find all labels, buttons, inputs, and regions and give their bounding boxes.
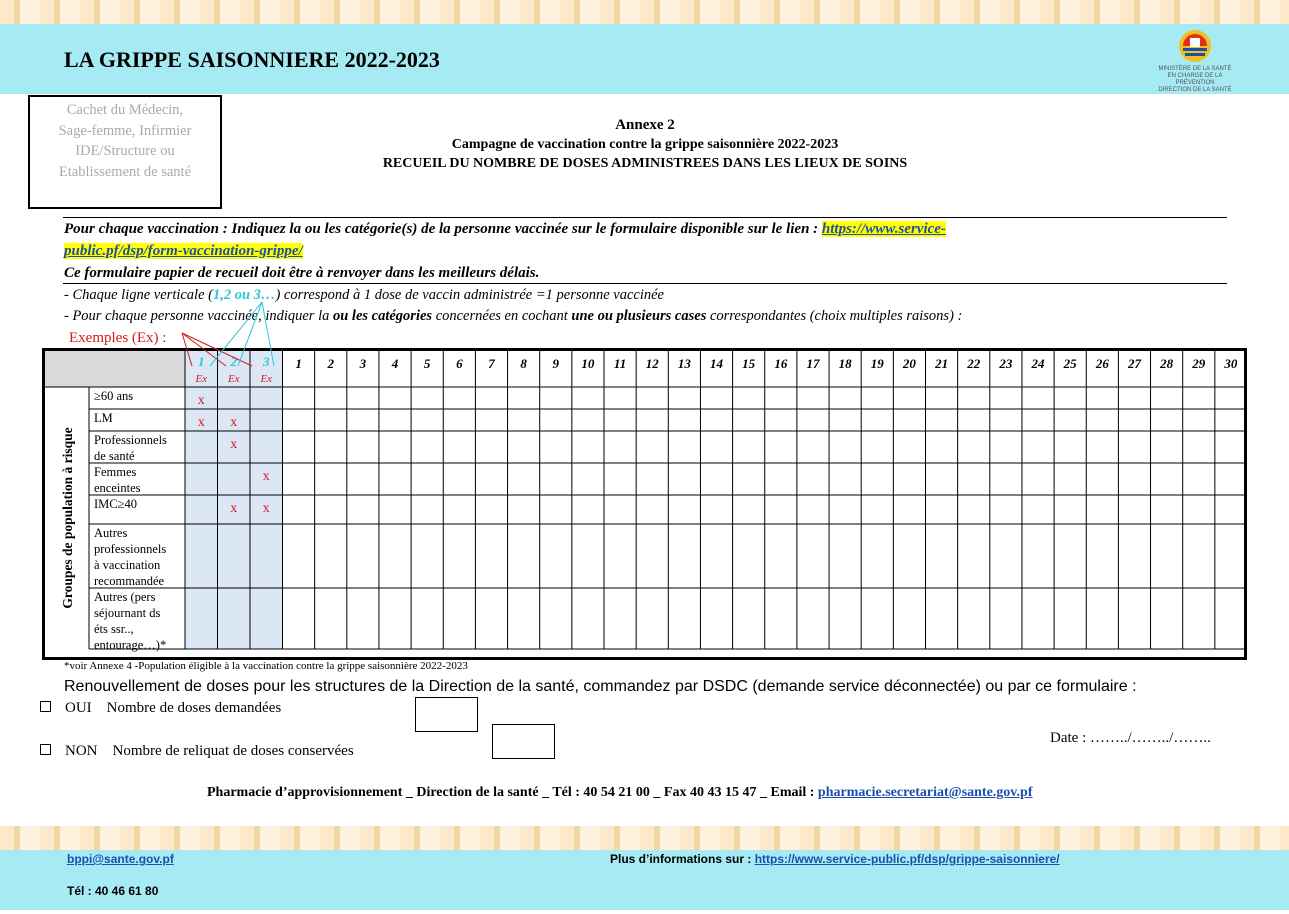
- line4-nums: 1,2 ou 3…: [212, 287, 276, 303]
- annexe-label: Annexe 2: [615, 117, 675, 133]
- dose-col-number: 24: [1031, 356, 1045, 371]
- stamp-line: Sage-femme, Infirmier: [58, 122, 192, 139]
- checkbox-non[interactable]: [40, 744, 51, 755]
- stamp-line: Cachet du Médecin,: [66, 102, 184, 118]
- row-label: Professionnels: [94, 433, 167, 447]
- dose-col-number: 12: [645, 356, 659, 371]
- doses-requested-input[interactable]: [415, 697, 478, 732]
- decorative-border-bottom: [0, 826, 1289, 850]
- example-col-number: 1: [198, 354, 205, 369]
- row-label: recommandée: [94, 574, 165, 588]
- option-oui[interactable]: [40, 700, 281, 717]
- line5-text-d: une ou plusieurs cases: [571, 308, 707, 324]
- form-link-part2[interactable]: public.pf/dsp/form-vaccination-grippe/: [64, 243, 303, 259]
- row-label: IMC≥40: [94, 497, 137, 511]
- row-label: enceintes: [94, 481, 141, 495]
- dose-col-number: 30: [1224, 356, 1238, 371]
- row-label: ≥60 ans: [94, 389, 134, 403]
- example-mark: x: [197, 393, 205, 408]
- example-col-number: 3: [263, 354, 270, 369]
- footer-phone: Tél : 40 46 61 80: [67, 884, 159, 898]
- footnote: *voir Annexe 4 -Population éligible à la vaccination contre la grippe saisonnière 2022-2023: [64, 660, 468, 672]
- dose-col-number: 3: [359, 356, 367, 371]
- pharmacy-email-link[interactable]: pharmacie.secretariat@sante.gov.pf: [817, 785, 1033, 800]
- dose-col-number: 14: [710, 356, 724, 371]
- row-label: de santé: [94, 449, 135, 463]
- line4-text-b: ) correspond à 1 dose de vaccin administrée =1 personne vaccinée: [275, 287, 664, 303]
- dose-col-number: 18: [838, 356, 852, 371]
- dose-col-number: 11: [613, 356, 627, 371]
- row-label: Femmes: [94, 465, 137, 479]
- stamp-line: IDE/Structure ou: [75, 143, 175, 159]
- date-field[interactable]: Date : ……../……../……..: [1050, 730, 1211, 746]
- line5-text-b: ou les catégories: [332, 308, 433, 324]
- dose-col-number: 10: [581, 356, 595, 371]
- dose-col-number: 8: [520, 356, 527, 371]
- dose-col-number: 21: [935, 356, 949, 371]
- row-label: à vaccination: [94, 558, 161, 572]
- example-mark: x: [197, 415, 205, 430]
- campaign-title: Campagne de vaccination contre la grippe saisonnière 2022-2023: [451, 137, 839, 152]
- doses-remaining-input[interactable]: [492, 724, 555, 759]
- stamp-line: Etablissement de santé: [58, 163, 192, 180]
- row-label: éts ssr..,: [94, 622, 134, 636]
- dose-col-number: 6: [456, 356, 463, 371]
- recueil-title: RECUEIL DU NOMBRE DE DOSES ADMINISTREES DANS LES LIEUX DE SOINS: [382, 156, 908, 171]
- dose-col-number: 22: [967, 356, 981, 371]
- option-non[interactable]: [40, 743, 354, 760]
- row-label: LM: [94, 411, 113, 425]
- line5-text-e: correspondantes (choix multiples raisons) :: [706, 308, 963, 324]
- logo-line-3: DIRECTION DE LA SANTÉ: [1158, 87, 1232, 93]
- example-mark: x: [230, 415, 238, 430]
- example-mark: x: [230, 437, 238, 452]
- examples-label: Exemples (Ex) :: [69, 330, 167, 346]
- dose-col-number: 1: [295, 356, 302, 371]
- dose-col-number: 4: [391, 356, 399, 371]
- pharmacy-contact: [207, 785, 1032, 801]
- non-description: Nombre de reliquat de doses conservées: [112, 743, 354, 759]
- row-label: entourage…)*: [94, 638, 167, 652]
- dose-col-number: 5: [423, 356, 431, 371]
- arrow-ex-cyan: [210, 302, 274, 366]
- dose-col-number: 23: [999, 356, 1013, 371]
- footer-url-link[interactable]: https://www.service-public.pf/dsp/grippe-saisonniere/: [754, 852, 1060, 866]
- dose-col-number: 27: [1127, 356, 1141, 371]
- footer-email-link[interactable]: bppi@sante.gov.pf: [67, 852, 174, 866]
- footer-more-info: [610, 852, 1060, 866]
- dose-col-number: 26: [1095, 356, 1109, 371]
- dose-col-number: 19: [870, 356, 884, 371]
- dose-col-number: 7: [488, 356, 495, 371]
- row-label: séjournant ds: [94, 606, 161, 620]
- renewal-text: Renouvellement de doses pour les structures de la Direction de la santé, commandez par DSDC (demande service déconnectée) ou par ce formulaire :: [64, 678, 1137, 695]
- dose-col-number: 2: [327, 356, 334, 371]
- more-info-label: Plus d’informations sur :: [610, 852, 755, 866]
- instruction-line-3: Ce formulaire papier de recueil doit être à renvoyer dans les meilleurs délais.: [64, 265, 540, 281]
- dose-col-number: 15: [742, 356, 756, 371]
- dose-col-number: 25: [1063, 356, 1077, 371]
- non-label: NON: [65, 743, 98, 759]
- row-label: Autres: [94, 526, 128, 540]
- example-mark: x: [230, 501, 238, 516]
- example-ex-label: Ex: [260, 373, 273, 385]
- document-title: LA GRIPPE SAISONNIERE 2022-2023: [64, 47, 440, 72]
- oui-label: OUI: [65, 700, 92, 716]
- row-label: professionnels: [94, 542, 167, 556]
- logo-line-1: MINISTÈRE DE LA SANTÉ: [1158, 66, 1232, 72]
- oui-description: Nombre de doses demandées: [106, 700, 282, 716]
- example-ex-label: Ex: [227, 373, 240, 385]
- dose-col-number: 29: [1192, 356, 1206, 371]
- dose-col-number: 9: [552, 356, 560, 371]
- dose-col-number: 13: [677, 356, 691, 371]
- line5-text-a: - Pour chaque personne vaccinée, indiquer la: [64, 308, 333, 324]
- line4-text-a: - Chaque ligne verticale (: [64, 287, 213, 303]
- pharmacy-text: Pharmacie d’approvisionnement _ Direction de la santé _ Tél : 40 54 21 00 _ Fax 40 43 15 47 _ Email :: [207, 785, 818, 800]
- dose-col-number: 16: [774, 356, 788, 371]
- instruction-text: Pour chaque vaccination : Indiquez la ou les catégorie(s) de la personne vaccinée sur le formulaire disponible sur le lien :: [64, 221, 822, 237]
- row-label: Autres (pers: [94, 590, 156, 604]
- dose-col-number: 17: [806, 356, 820, 371]
- checkbox-oui[interactable]: [40, 701, 51, 712]
- arrow-ex-red: [182, 333, 252, 366]
- form-link-part1[interactable]: https://www.service-: [821, 221, 946, 237]
- example-mark: x: [262, 501, 270, 516]
- side-label: Groupes de population à risque: [60, 427, 75, 609]
- example-ex-label: Ex: [195, 373, 208, 385]
- line5-text-c: concernées en cochant: [432, 308, 572, 324]
- logo-line-2: EN CHARGE DE LA PRÉVENTION: [1167, 73, 1223, 86]
- example-col-number: 2: [230, 354, 237, 369]
- dose-col-number: 20: [902, 356, 916, 371]
- dose-col-number: 28: [1160, 356, 1174, 371]
- example-mark: x: [262, 469, 270, 484]
